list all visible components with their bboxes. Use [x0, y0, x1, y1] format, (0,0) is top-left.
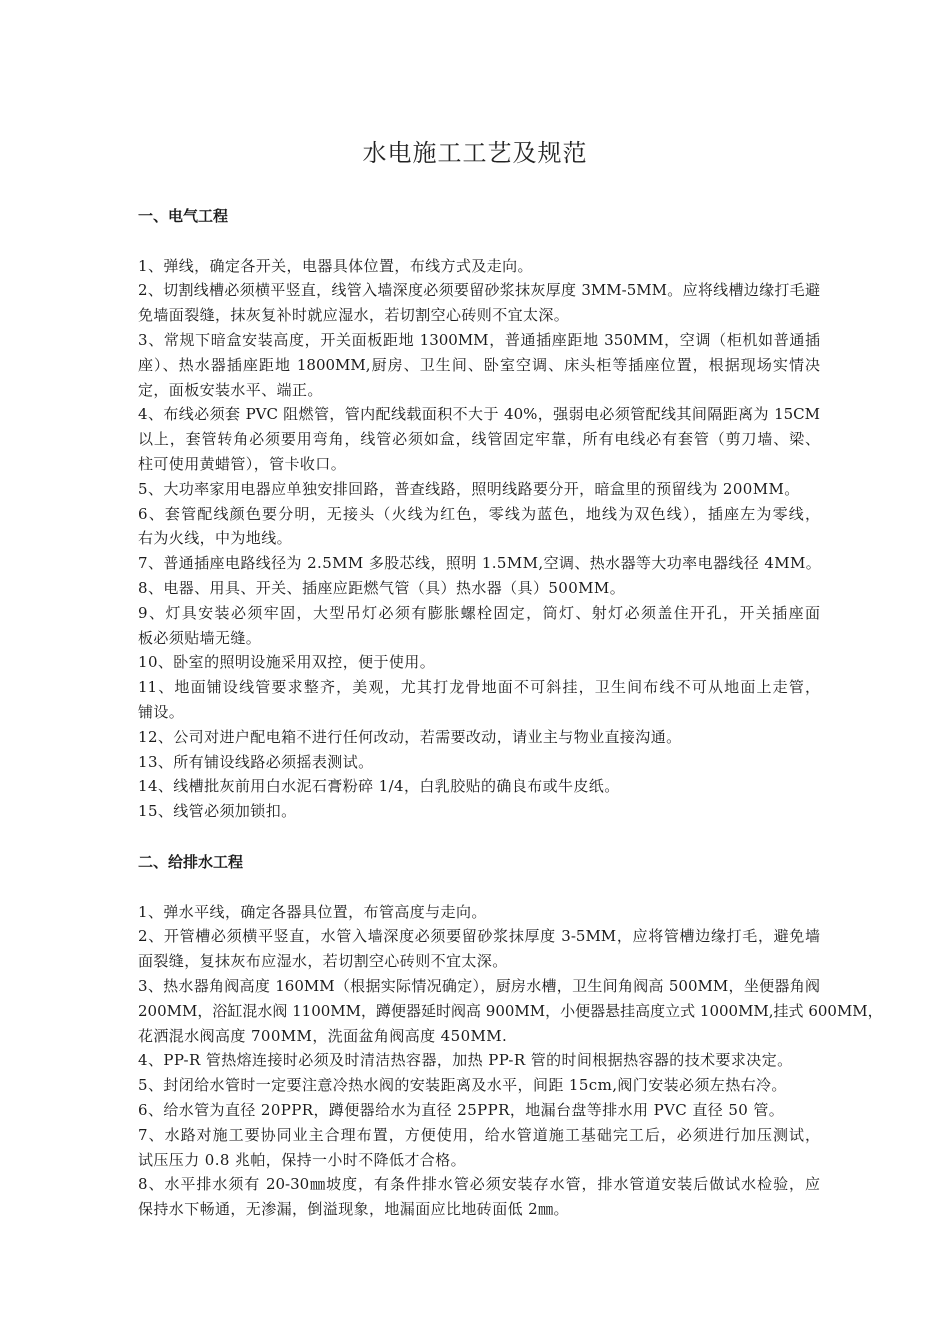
list-item-line: 以上，套管转角必须要用弯角，线管必须如盒，线管固定牢靠，所有电线必有套管（剪刀墙、梁、: [138, 430, 820, 449]
list-item: [138, 900, 820, 925]
list-item-line: 8、水平排水须有 20-30㎜坡度，有条件排水管必须安装存水管，排水管道安装后做试水检验，应: [138, 1175, 820, 1194]
list-item: [138, 477, 820, 502]
list-item: [138, 1098, 820, 1123]
list-item: [138, 974, 883, 1048]
list-item: [138, 576, 820, 601]
list-item-line: 4、布线必须套 PVC 阻燃管，管内配线载面积不大于 40%，强弱电必须管配线其间隔距离为 15CM: [138, 405, 820, 424]
list-item: [138, 725, 820, 750]
list-item-line: 2、切割线槽必须横平竖直，线管入墙深度必须要留砂浆抹灰厚度 3MM-5MM。应将线槽边缘打毛避: [138, 281, 820, 300]
list-item: [138, 1073, 820, 1098]
list-item-line: 200MM，浴缸混水阀 1100MM，蹲便器延时阀高 900MM，小便器悬挂高度立式 1000MM,挂式 600MM，: [138, 1001, 883, 1020]
list-item-line: 5、封闭给水管时一定要注意冷热水阀的安装距离及水平，间距 15cm,阀门安装必须左热右冷。: [138, 1076, 787, 1095]
list-item-line: 1、弹水平线，确定各器具位置，布管高度与走向。: [138, 902, 487, 921]
section-heading-plumbing: 二、给排水工程: [138, 852, 244, 871]
list-item: [138, 551, 820, 576]
list-item-line: 8、电器、用具、开关、插座应距燃气管（具）热水器（具）500MM。: [138, 578, 626, 597]
list-item-line: 6、套管配线颜色要分明，无接头（火线为红色，零线为蓝色，地线为双色线），插座左为零线，: [138, 504, 820, 523]
list-item-line: 2、开管槽必须横平竖直，水管入墙深度必须要留砂浆抹厚度 3-5MM，应将管槽边缘打毛，避免墙: [138, 927, 820, 946]
list-item-line: 免墙面裂缝，抹灰复补时就应湿水，若切割空心砖则不宜太深。: [138, 306, 570, 325]
list-item: [138, 675, 820, 725]
list-item: [138, 278, 820, 328]
list-item: [138, 254, 820, 279]
list-item-line: 座）、热水器插座距地 1800MM,厨房、卫生间、卧室空调、床头柜等插座位置，根据现场实情决: [138, 355, 820, 374]
list-item: [138, 601, 820, 651]
document-title: 水电施工工艺及规范: [362, 139, 588, 167]
list-item-line: 14、线槽批灰前用白水泥石膏粉碎 1/4，白乳胶贴的确良布或牛皮纸。: [138, 777, 620, 796]
list-item-line: 板必须贴墙无缝。: [138, 628, 262, 647]
list-item: [138, 1048, 820, 1073]
list-item: [138, 1123, 820, 1173]
list-item-line: 13、所有铺设线路必须摇表测试。: [138, 752, 374, 771]
list-item-line: 11、地面铺设线管要求整齐，美观，尤其打龙骨地面不可斜挂，卫生间布线不可从地面上走管，: [138, 678, 820, 697]
list-item-line: 7、普通插座电路线径为 2.5MM 多股芯线，照明 1.5MM,空调、热水器等大功率电器线径 4MM。: [138, 554, 822, 573]
list-item: [138, 774, 820, 799]
list-item-line: 3、常规下暗盒安装高度，开关面板距地 1300MM，普通插座距地 350MM，空调（柜机如普通插: [138, 330, 820, 349]
list-item-line: 花洒混水阀高度 700MM，洗面盆角阀高度 450MM.: [138, 1026, 508, 1045]
list-item-line: 3、热水器角阀高度 160MM（根据实际情况确定），厨房水槽，卫生间角阀高 500MM，坐便器角阀: [138, 976, 820, 995]
list-item-line: 保持水下畅通，无渗漏，倒溢现象，地漏面应比地砖面低 2㎜。: [138, 1200, 569, 1219]
list-item-line: 面裂缝，复抹灰布应湿水，若切割空心砖则不宜太深。: [138, 952, 508, 971]
list-item-line: 柱可使用黄蜡管），管卡收口。: [138, 454, 347, 473]
list-item-line: 定，面板安装水平、端正。: [138, 380, 323, 399]
list-item: [138, 750, 820, 775]
plumbing-items-list: [138, 900, 883, 1222]
electrical-items-list: [138, 254, 820, 824]
list-item-line: 铺设。: [138, 702, 185, 721]
list-item-line: 15、线管必须加锁扣。: [138, 802, 297, 821]
list-item: [138, 502, 820, 552]
section-heading-electrical: 一、电气工程: [138, 206, 229, 225]
list-item: [138, 924, 820, 974]
list-item: [138, 328, 820, 402]
list-item: [138, 402, 820, 476]
list-item-line: 12、公司对进户配电箱不进行任何改动，若需要改动，请业主与物业直接沟通。: [138, 727, 682, 746]
list-item-line: 1、弹线，确定各开关，电器具体位置，布线方式及走向。: [138, 256, 533, 275]
list-item-line: 试压压力 0.8 兆帕，保持一小时不降低才合格。: [138, 1150, 466, 1169]
list-item: [138, 650, 820, 675]
list-item-line: 7、水路对施工要协同业主合理布置，方便使用，给水管道施工基础完工后，必须进行加压测试，: [138, 1125, 820, 1144]
list-item: [138, 1172, 820, 1222]
list-item-line: 右为火线，中为地线。: [138, 529, 293, 548]
list-item: [138, 799, 820, 824]
list-item-line: 10、卧室的照明设施采用双控，便于使用。: [138, 653, 436, 672]
list-item-line: 9、灯具安装必须牢固，大型吊灯必须有膨胀螺栓固定，筒灯、射灯必须盖住开孔，开关插座面: [138, 603, 820, 622]
list-item-line: 4、PP-R 管热熔连接时必须及时清洁热容器，加热 PP-R 管的时间根据热容器的技术要求决定。: [138, 1051, 793, 1070]
list-item-line: 6、给水管为直径 20PPR，蹲便器给水为直径 25PPR，地漏台盘等排水用 PVC 直径 50 管。: [138, 1100, 785, 1119]
list-item-line: 5、大功率家用电器应单独安排回路，普查线路，照明线路要分开，暗盒里的预留线为 200MM。: [138, 479, 800, 498]
